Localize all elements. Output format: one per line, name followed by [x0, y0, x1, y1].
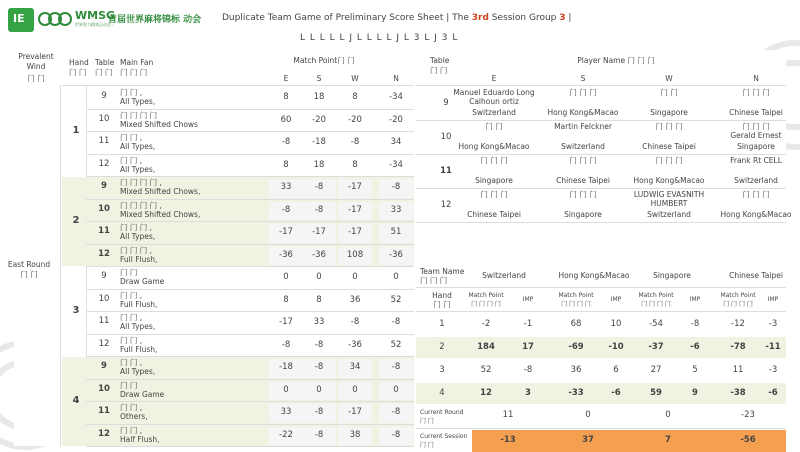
match-point-value: -2 [481, 319, 491, 329]
right-row-divider [416, 222, 786, 223]
player-name: 门 门 [660, 88, 678, 97]
hand-number: 3 [72, 305, 80, 316]
match-point-value: 11 [732, 365, 744, 375]
match-point-value: 8 [283, 159, 289, 170]
player-name: 门 门 门 [569, 88, 597, 97]
team-divider [416, 311, 786, 312]
fan-name: All Types, [120, 142, 156, 151]
hand-number: 1 [72, 125, 80, 136]
hand-score-table [7, 50, 414, 446]
match-point-value: -69 [568, 342, 584, 352]
table-number: 11 [98, 136, 110, 146]
imp-label: IMP [689, 296, 701, 303]
table-number: 11 [98, 316, 110, 326]
match-point-value: -17 [348, 182, 362, 192]
hand-label-cn: 门 门 [433, 300, 451, 309]
match-point-value: 27 [650, 365, 662, 375]
header-player-W: W [351, 74, 359, 83]
imp-value: -3 [768, 319, 778, 329]
score-hand: 4 [439, 388, 445, 398]
match-point-value: -18 [312, 137, 326, 147]
team-divider [416, 428, 786, 429]
current-round-value: 0 [585, 410, 591, 420]
fan-cn: 门 门 , [120, 313, 143, 322]
match-point-value: -17 [348, 407, 362, 417]
row-divider [86, 446, 414, 447]
imp-value: 9 [692, 388, 698, 398]
table-number: 10 [98, 383, 110, 394]
current-round-value: 11 [502, 410, 514, 420]
fan-name: All Types, [120, 367, 156, 376]
fan-cn: 门 门 门 , [120, 245, 153, 255]
match-point-value: 0 [283, 272, 289, 282]
hand-number: 2 [72, 215, 80, 226]
imp-value: -6 [690, 342, 700, 352]
match-point-label: Match Point [468, 292, 504, 299]
row-divider [86, 109, 414, 110]
fan-name: Others, [120, 412, 148, 421]
current-session-value: 7 [665, 435, 671, 445]
match-point-label: Match Point [720, 292, 756, 299]
team-name-cn: 门 门 门 [420, 276, 448, 285]
player-name: 门 门 门 [742, 88, 770, 97]
header-divider [62, 85, 414, 86]
fan-cn: 门 门 , [120, 290, 143, 300]
match-point-value: 36 [349, 294, 361, 305]
player-team: Hong Kong&Macao [720, 210, 792, 219]
prevailing-round: East Round [7, 260, 51, 269]
match-point-value: -17 [279, 227, 293, 237]
current-session-bar [472, 430, 786, 452]
match-point-value: -20 [312, 114, 326, 125]
imp-value: -3 [768, 365, 778, 375]
match-point-value: -20 [389, 114, 403, 125]
table-number: 12 [98, 248, 110, 259]
header-table-cn: 门 门 [95, 68, 113, 77]
fan-cn: 门 门 门 门 , [120, 178, 162, 187]
row-divider [86, 379, 414, 380]
player-header-W: W [665, 74, 673, 83]
match-point-value: -17 [312, 227, 326, 237]
table-label: Table [430, 56, 450, 65]
fan-name: Full Flush, [120, 254, 158, 264]
player-name: 门 门 门 [480, 156, 508, 165]
player-name: 门 门 门 [655, 156, 683, 165]
logo-text: IE [13, 12, 25, 25]
imp-value: -11 [765, 342, 781, 352]
table-number: 12 [98, 338, 110, 349]
right-row-divider [416, 154, 786, 155]
team-name: Hong Kong&Macao [558, 271, 630, 280]
match-point-value: -8 [314, 362, 324, 372]
match-point-value: 34 [349, 362, 361, 372]
fan-name: Mixed Shifted Chows, [120, 187, 201, 196]
prevailing-round-cn: 门 门 [20, 270, 38, 279]
match-point-value: 0 [352, 384, 358, 395]
imp-value: 17 [522, 342, 534, 352]
match-point-value: -36 [348, 339, 362, 350]
row-divider [86, 131, 414, 132]
player-name: 门 门 门 [742, 190, 770, 199]
fan-cn: 门 门 门 , [120, 223, 153, 232]
match-point-value: -8 [281, 204, 291, 215]
table-number: 12 [98, 428, 110, 439]
header-prevalent: Prevalent [18, 52, 54, 61]
title-end: | [568, 13, 572, 23]
player-team: Switzerland [561, 142, 605, 151]
table-number: 10 [98, 293, 110, 304]
player-name: 门 门 门 [742, 122, 770, 131]
player-team: Chinese Taipei [467, 210, 521, 219]
current-round-value: 0 [665, 410, 671, 420]
match-point-value: 8 [283, 92, 289, 102]
title-session: 3rd [471, 13, 489, 23]
match-point-value: -18 [279, 362, 293, 372]
current-session-label: Current Session [420, 433, 468, 440]
fan-cn: 门 门 , [120, 358, 143, 367]
fan-name: Draw Game [120, 389, 165, 399]
fan-cn: 门 门 , [120, 88, 143, 97]
row-divider [86, 289, 414, 290]
title-group: 3 [559, 13, 566, 23]
row-divider [86, 199, 414, 200]
player-name: 门 门 门 [569, 156, 597, 165]
match-point-value: 184 [477, 342, 495, 352]
org-small: 世界智力精英运动会 · [75, 22, 114, 27]
current-round-label: Current Round [420, 409, 464, 416]
match-point-value: -34 [389, 159, 403, 170]
right-row-divider [416, 120, 786, 121]
team-score-panel [416, 50, 792, 449]
right-row-divider [416, 188, 786, 189]
match-point-value: 33 [390, 204, 402, 215]
match-point-value: -20 [348, 114, 362, 125]
match-point-value: 60 [280, 114, 292, 125]
match-point-value: 52 [480, 365, 492, 375]
right-table-number: 11 [440, 166, 452, 176]
match-point-value: -17 [348, 204, 362, 215]
fan-cn: 门 门 , [120, 425, 143, 435]
player-team: Singapore [650, 108, 688, 117]
current-session-cn: 门 门 [420, 442, 434, 449]
player-name: 门 门 门 [480, 190, 508, 199]
header-player-E: E [283, 74, 289, 83]
team-name: Chinese Taipei [729, 271, 783, 280]
imp-label: IMP [610, 296, 622, 303]
fan-name: Half Flush, [120, 434, 160, 444]
match-point-value: -8 [391, 429, 401, 440]
fan-cn: 门 门 [120, 380, 138, 390]
match-point-value: 8 [283, 294, 289, 305]
match-point-value: -8 [314, 204, 324, 215]
match-point-value: 51 [390, 227, 402, 237]
page-title [222, 13, 571, 23]
match-point-value: 0 [283, 384, 289, 395]
match-point-value: -78 [730, 342, 746, 352]
match-point-value: 52 [390, 339, 402, 350]
team-divider [416, 287, 786, 288]
match-point-value: -8 [391, 317, 401, 327]
current-round-cn: 门 门 [420, 418, 434, 425]
match-point-value: -33 [568, 388, 584, 398]
imp-value: -8 [690, 319, 700, 329]
fan-cn: 门 门 门 门 [120, 110, 158, 120]
match-point-value: -36 [389, 249, 403, 260]
table-number: 10 [98, 113, 110, 124]
header-wind-cn: 门 门 [27, 74, 45, 83]
fan-name: All Types, [120, 322, 156, 331]
match-point-value: 0 [352, 272, 358, 282]
match-point-value: 8 [316, 294, 322, 305]
match-point-value: -12 [731, 319, 745, 329]
org-mark: WMSG [75, 9, 116, 22]
player-name-2: Calhoun ortiz [469, 97, 519, 106]
match-point-value: 0 [393, 384, 399, 395]
right-header-divider [416, 85, 786, 86]
match-point-value: -8 [314, 429, 324, 440]
org-name: 首届世界麻将锦标 动会 [108, 15, 202, 25]
imp-value: 5 [692, 365, 698, 375]
score-hand: 2 [439, 342, 445, 352]
header-main-fan: Main Fan [120, 58, 154, 67]
player-name-2: Gerald Ernest [730, 131, 782, 140]
fan-name: All Types, [120, 164, 156, 174]
player-team: Singapore [737, 142, 775, 151]
col-divider [60, 85, 61, 446]
player-name: Manuel Eduardo Long [453, 88, 535, 97]
fan-name: Full Flush, [120, 299, 158, 309]
match-point-value: 0 [316, 272, 322, 282]
player-team: Switzerland [647, 210, 691, 219]
row-divider [86, 334, 414, 335]
imp-value: 10 [610, 319, 622, 329]
header-player-N: N [393, 74, 399, 83]
fan-name: Full Flush, [120, 344, 158, 354]
title-sep: | The [446, 13, 469, 23]
header-player-S: S [316, 74, 322, 83]
team-name-label: Team Name [420, 267, 465, 276]
rings-logo-icon [38, 10, 74, 30]
fan-cn: 门 门 , [120, 133, 143, 142]
player-team: Chinese Taipei [642, 142, 696, 151]
imp-label: IMP [522, 296, 534, 303]
header-match-point: Match Point门 门 [293, 56, 355, 65]
imp-value: -6 [611, 388, 621, 398]
match-point-value: 8 [352, 92, 358, 102]
match-point-label-cn: 门 门 门 门 [641, 301, 671, 308]
match-point-value: -8 [391, 362, 401, 372]
match-point-value: -8 [281, 137, 291, 147]
imp-value: -1 [523, 319, 533, 329]
match-point-value: 33 [280, 182, 292, 192]
player-header-N: N [753, 74, 759, 83]
header-hand-cn: 门 门 [69, 68, 87, 77]
header-table: Table [95, 58, 115, 67]
match-point-value: -17 [348, 227, 362, 237]
fan-name: Mixed Shifted Chows [120, 119, 198, 129]
row-divider [86, 154, 414, 155]
ie-logo [8, 8, 34, 32]
imp-label: IMP [767, 296, 779, 303]
match-point-value: 108 [346, 249, 364, 260]
current-session-value: 37 [582, 435, 594, 445]
fan-cn: 门 门 , [120, 155, 143, 165]
current-session-value: -13 [500, 435, 516, 445]
player-name: 门 门 [485, 122, 503, 131]
match-point-value: 0 [393, 272, 399, 282]
table-number: 9 [101, 91, 107, 101]
header-hand: Hand [69, 58, 89, 67]
match-point-value: 59 [650, 388, 662, 398]
match-point-value: -8 [391, 182, 401, 192]
table-number: 9 [101, 271, 107, 281]
score-hand: 1 [439, 319, 445, 329]
player-name: 门 门 门 [655, 122, 683, 131]
match-point-label: Match Point [558, 292, 594, 299]
title-mid: Session Group [491, 13, 557, 23]
match-point-label-cn: 门 门 门 门 [471, 301, 501, 308]
row-divider [86, 221, 414, 222]
hand-number: 4 [72, 395, 80, 406]
match-point-value: 8 [352, 159, 358, 170]
match-point-value: -37 [648, 342, 664, 352]
score-hand: 3 [439, 365, 445, 375]
match-point-value: -34 [389, 92, 403, 102]
match-point-label-cn: 门 门 门 门 [723, 301, 753, 308]
table-number: 11 [98, 406, 110, 416]
header-wind: Wind [26, 62, 46, 71]
player-name-header: Player Name 门 门 门 [577, 56, 655, 65]
match-point-value: -8 [350, 137, 360, 147]
imp-value: 3 [525, 388, 531, 398]
header-main-fan-cn: 门 门 门 [120, 68, 148, 77]
table-number: 11 [98, 226, 110, 236]
fan-cn: 门 门 , [120, 403, 143, 412]
team-name: Singapore [653, 271, 691, 280]
imp-value: -6 [768, 388, 778, 398]
fan-name: All Types, [120, 97, 156, 106]
title-prefix: Duplicate Team Game of Preliminary Score Sheet [222, 13, 444, 23]
match-point-value: -8 [281, 339, 291, 350]
right-table-number: 9 [443, 98, 449, 108]
player-team: Hong Kong&Macao [547, 108, 619, 117]
fan-name: Mixed Shifted Chows, [120, 209, 201, 219]
match-point-value: 33 [280, 407, 292, 417]
current-round-value: -23 [741, 410, 755, 420]
match-point-value: -36 [312, 249, 326, 260]
imp-value: -8 [523, 365, 533, 375]
imp-value: 6 [613, 365, 619, 375]
player-team: Singapore [475, 176, 513, 185]
fan-name: Draw Game [120, 277, 165, 286]
right-table-number: 10 [440, 132, 452, 142]
match-point-value: -17 [279, 317, 293, 327]
row-divider [86, 266, 414, 267]
match-point-value: 34 [390, 137, 402, 147]
table-number: 10 [98, 203, 110, 214]
match-point-value: -36 [279, 249, 293, 260]
player-header-E: E [491, 74, 497, 83]
table-number: 9 [101, 361, 107, 371]
match-point-value: -22 [279, 429, 293, 440]
match-point-value: 0 [316, 384, 322, 395]
fan-cn: 门 门 门 门 , [120, 200, 162, 210]
player-team: Chinese Taipei [729, 108, 783, 117]
player-name: 门 门 门 [569, 190, 597, 199]
fan-name: All Types, [120, 232, 156, 241]
page-header [0, 0, 800, 50]
match-point-label-cn: 门 门 门 门 [561, 301, 591, 308]
row-divider [86, 424, 414, 425]
match-point-value: 33 [313, 317, 325, 327]
player-team: Switzerland [472, 108, 516, 117]
row-divider [86, 244, 414, 245]
match-point-label: Match Point [638, 292, 674, 299]
table-number: 9 [101, 181, 107, 191]
hand-label: Hand [432, 291, 452, 300]
match-point-value: 68 [570, 319, 582, 329]
player-name: Martin Felckner [554, 122, 612, 131]
match-point-value: 38 [349, 429, 361, 440]
row-divider [86, 311, 414, 312]
match-point-value: 36 [570, 365, 582, 375]
imp-value: -10 [608, 342, 624, 352]
player-name: Frank Rt CELL [730, 156, 782, 165]
match-point-value: -8 [314, 407, 324, 417]
right-table-number: 12 [440, 200, 452, 210]
match-point-value: 52 [390, 294, 402, 305]
player-team: Hong Kong&Macao [633, 176, 705, 185]
table-number: 12 [98, 158, 110, 169]
team-name: Switzerland [482, 271, 526, 280]
match-point-value: 18 [313, 92, 325, 102]
match-point-value: -54 [649, 319, 663, 329]
match-point-value: -8 [350, 317, 360, 327]
fan-cn: 门 门 [120, 268, 138, 277]
table-label-cn: 门 门 [430, 66, 448, 75]
current-session-value: -56 [740, 435, 756, 445]
fan-cn: 门 门 , [120, 335, 143, 345]
match-point-value: -8 [391, 407, 401, 417]
match-point-value: 12 [480, 388, 492, 398]
player-team: Singapore [564, 210, 602, 219]
match-point-value: -8 [314, 182, 324, 192]
match-point-value: 18 [313, 159, 325, 170]
player-team: Chinese Taipei [556, 176, 610, 185]
player-team: Hong Kong&Macao [458, 142, 530, 151]
player-name: LUDWIG EVASNITH [633, 190, 705, 199]
page-subtitle: L L L L L J L L L L J L 3 L J 3 L [300, 33, 459, 43]
player-team: Switzerland [734, 176, 778, 185]
player-header-S: S [580, 74, 586, 83]
row-divider [86, 401, 414, 402]
match-point-value: -8 [314, 339, 324, 350]
match-point-value: -38 [730, 388, 746, 398]
player-name-2: HUMBERT [650, 199, 688, 208]
